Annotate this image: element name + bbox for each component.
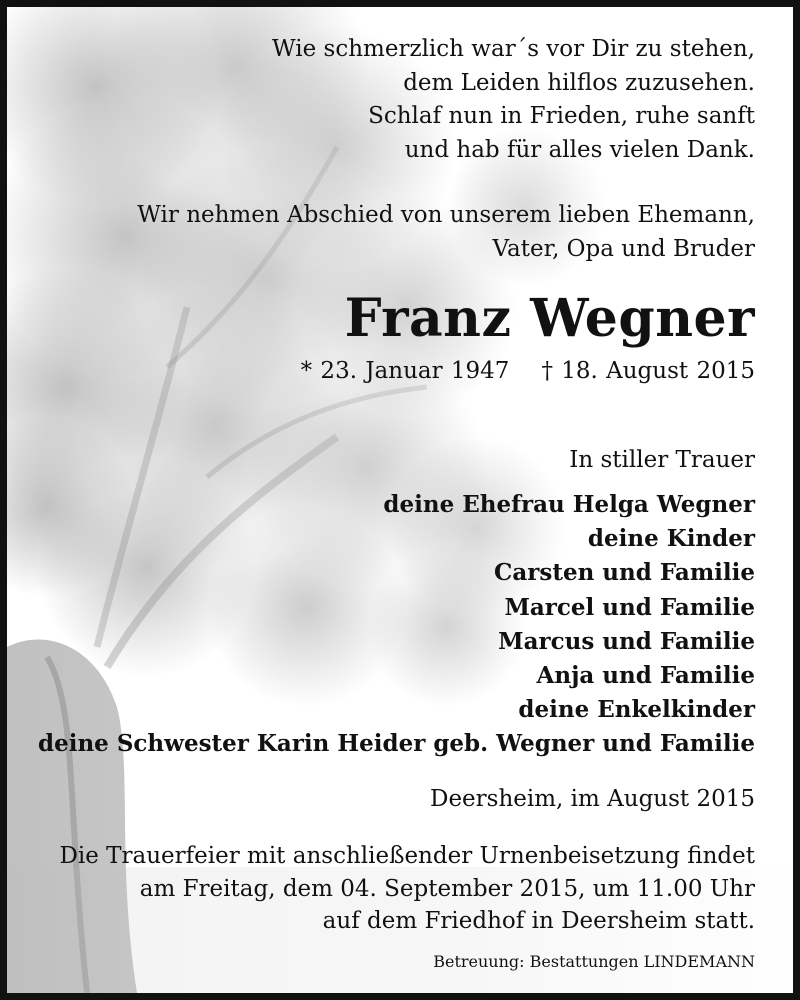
farewell-text [137,199,755,266]
mourner-line: deine Kinder [587,525,755,553]
mourner-line: Marcus und Familie [498,627,755,655]
mourner-line: deine Enkelkinder [518,696,755,724]
farewell-line: Vater, Opa und Bruder [492,235,755,262]
mourner-line: Carsten und Familie [494,559,755,587]
poem-verse [272,33,755,167]
mourning-intro: In stiller Trauer [569,447,755,473]
mourner-line: Marcel und Familie [504,593,755,621]
mourner-line: deine Ehefrau Helga Wegner [383,491,755,518]
farewell-line: Wir nehmen Abschied von unserem lieben Ehemann, [137,202,755,228]
poem-line: Wie schmerzlich war´s vor Dir zu stehen, [272,36,755,62]
ceremony-line: auf dem Friedhof in Deersheim statt. [322,908,755,934]
funeral-home-credit: Betreuung: Bestattungen LINDEMANN [433,952,755,971]
mourner-line: deine Schwester Karin Heider geb. Wegner und Familie [38,730,755,758]
life-dates [301,356,755,386]
poem-line: dem Leiden hilflos zuzusehen. [403,69,755,96]
death-date: † 18. August 2015 [541,358,755,384]
mourner-line: Anja und Familie [536,662,755,690]
poem-line: und hab für alles vielen Dank. [404,136,755,163]
birth-date: * 23. Januar 1947 [300,358,510,384]
ceremony-info [59,840,755,938]
ceremony-line: Die Trauerfeier mit anschließender Urnenbeisetzung findet [59,843,755,869]
deceased-name: Franz Wegner [344,288,755,349]
ceremony-line: am Freitag, dem 04. September 2015, um 11.00 Uhr [139,875,755,902]
poem-line: Schlaf nun in Frieden, ruhe sanft [368,103,755,129]
place-and-date: Deersheim, im August 2015 [430,786,755,812]
mourners-list [38,488,755,762]
